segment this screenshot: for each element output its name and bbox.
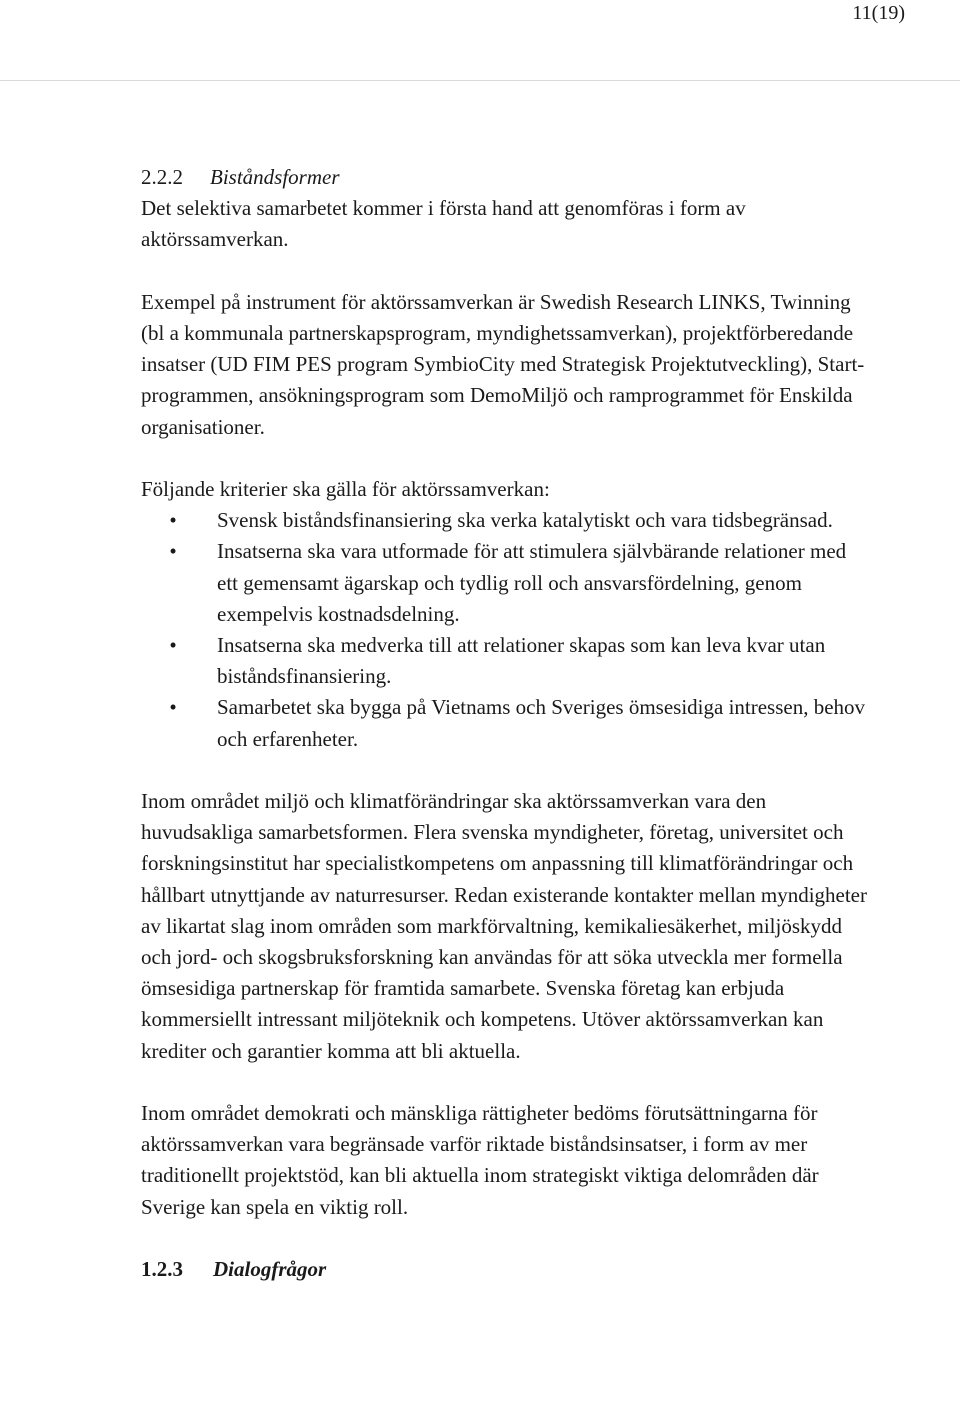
list-item-text: Samarbetet ska bygga på Vietnams och Sveriges ömsesidiga intressen, behov och erfarenheter. (217, 695, 866, 751)
document-body (141, 162, 871, 1285)
bullet-icon: • (169, 633, 177, 658)
paragraph-examples: Exempel på instrument för aktörssamverkan är Swedish Research LINKS, Twinning (bl a kommunala partnerskapsprogram, myndighetssamverkan), projektförberedande insatser (UD FIM PES program SymbioCity med Strategisk Projektutveckling), Start-programmen, ansökningsprogram som DemoMiljö och ramprogrammet för Enskilda organisationer. (141, 289, 865, 439)
paragraph-intro: Det selektiva samarbetet kommer i första hand att genomföras i form av aktörssamverkan. (141, 196, 746, 252)
paragraph-criteria-intro: Följande kriterier ska gälla för aktörssamverkan: (141, 477, 550, 501)
page-number: 11(19) (852, 2, 905, 24)
next-section-heading (141, 1254, 871, 1285)
next-section-title: Dialogfrågor (213, 1257, 327, 1282)
list-item-text: Insatserna ska medverka till att relationer skapas som kan leva kvar utan biståndsfinansiering. (217, 633, 826, 689)
paragraph-environment: Inom området miljö och klimatförändringar ska aktörssamverkan vara den huvudsakliga samarbetsformen. Flera svenska myndigheter, företag, universitet och forskningsinstitut har specialistkompetens om anpassning till klimatförändringar och hållbart utnyttjande av naturresurser. Redan existerande kontakter mellan myndigheter av likartat slag inom områden som markförvaltning, kemikaliesäkerhet, miljöskydd och jord- och skogsbruksforskning kan användas för att söka utveckla mer formella ömsesidiga partnerskap för framtida samarbete. Svenska företag kan erbjuda kommersiellt intressant miljöteknik och kompetens. Utöver aktörssamverkan kan krediter och garantier komma att bli aktuella. (141, 789, 867, 1063)
list-item (141, 536, 871, 630)
section-heading (141, 162, 871, 193)
list-item-text: Svensk biståndsfinansiering ska verka katalytiskt och vara tidsbegränsad. (217, 508, 833, 533)
bullet-icon: • (169, 508, 177, 533)
list-item-text: Insatserna ska vara utformade för att stimulera självbärande relationer med ett gemensamt ägarskap och tydlig roll och ansvarsfördelning, genom exempelvis kostnadsdelning. (217, 539, 847, 626)
paragraph-democracy: Inom området demokrati och mänskliga rättigheter bedöms förutsättningarna för aktörssamverkan vara begränsade varför riktade biståndsinsatser, i form av mer traditionellt projektstöd, kan bli aktuella inom strategiskt viktiga delområden där Sverige kan spela en viktig roll. (141, 1101, 819, 1219)
header-divider (0, 80, 960, 81)
bullet-icon: • (169, 539, 177, 564)
section-number: 2.2.2 (141, 165, 183, 189)
list-item (141, 630, 871, 692)
list-item (141, 505, 871, 536)
bullet-icon: • (169, 695, 177, 720)
criteria-list (141, 505, 871, 755)
next-section-number: 1.2.3 (141, 1257, 183, 1282)
list-item (141, 692, 871, 754)
section-title: Biståndsformer (210, 165, 340, 189)
